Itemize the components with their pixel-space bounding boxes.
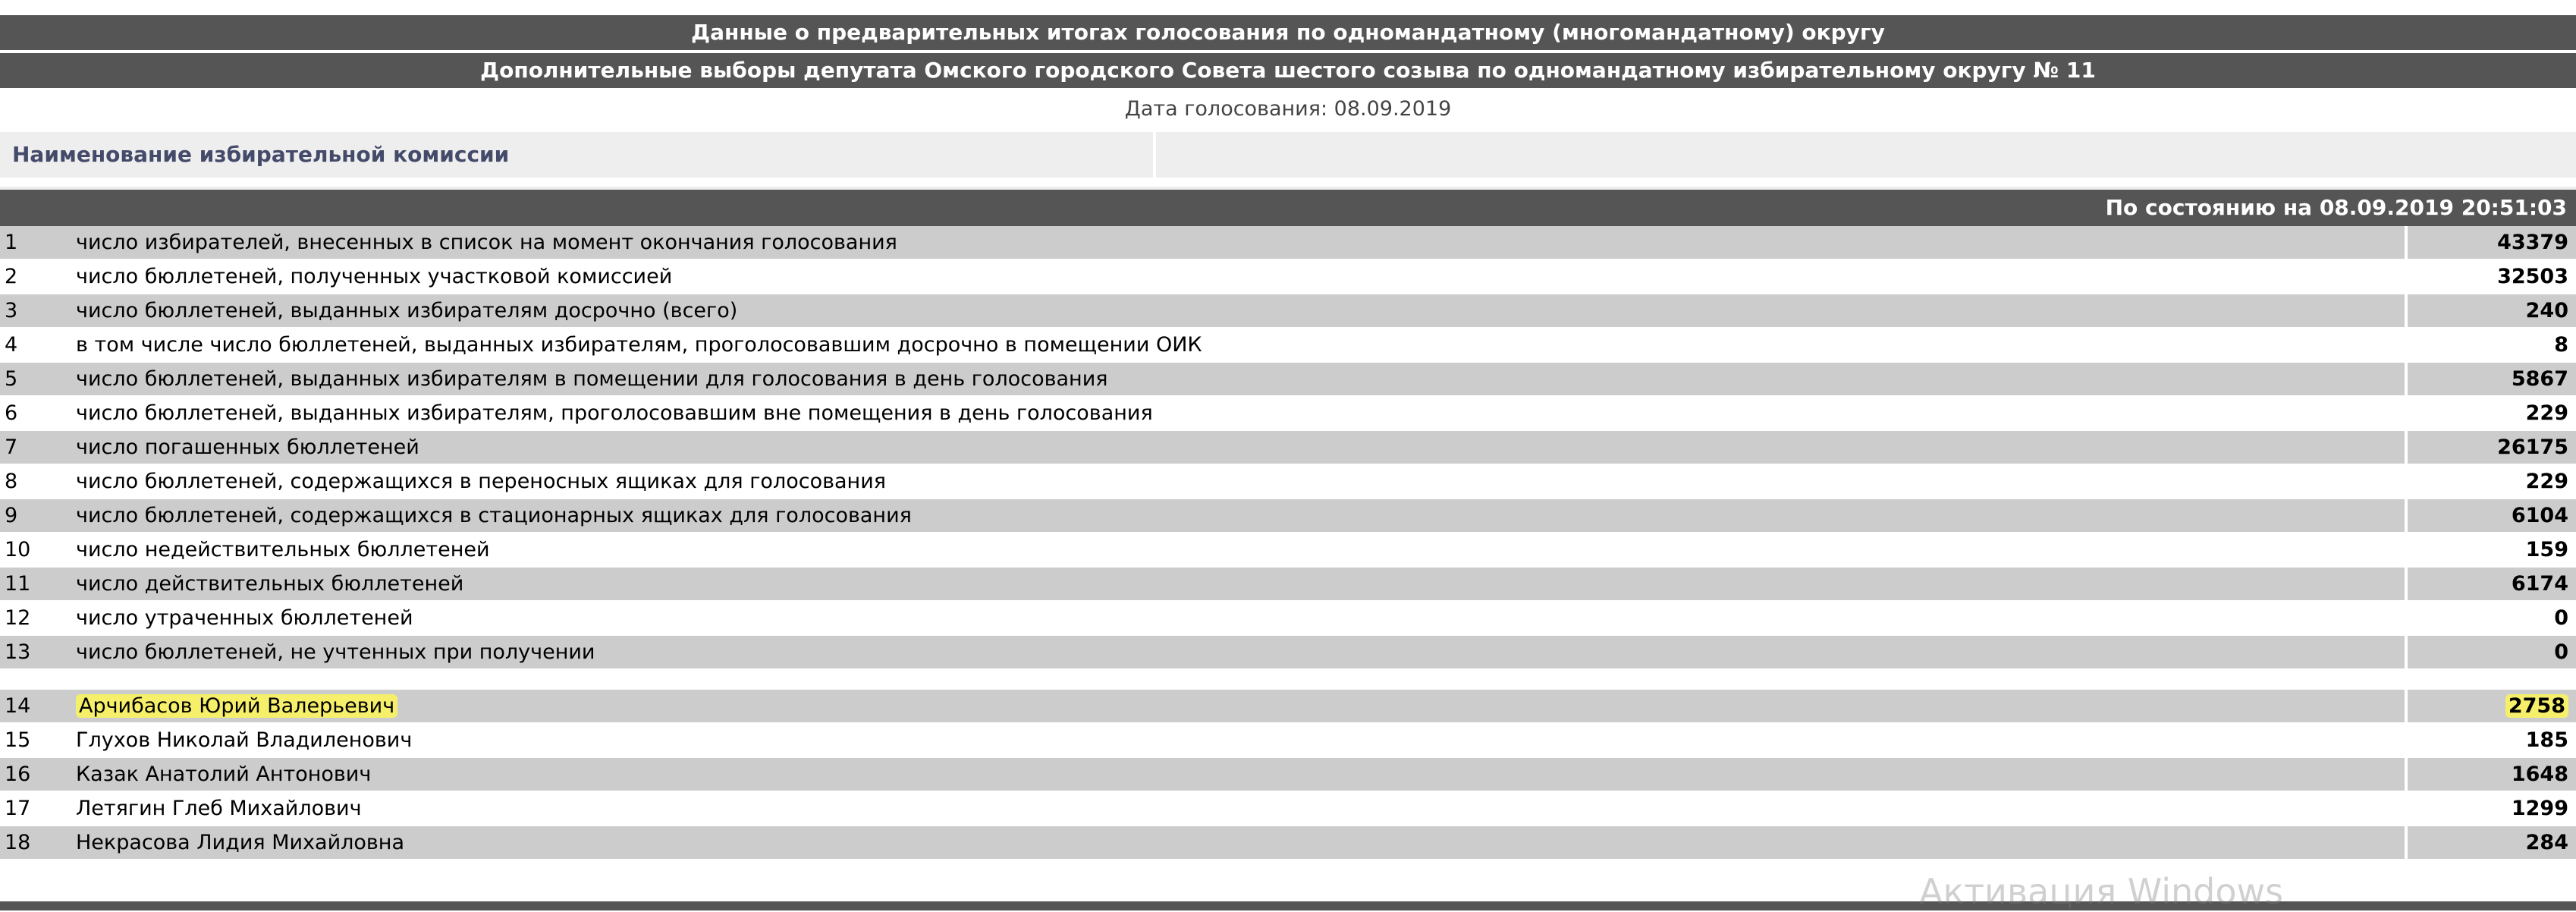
table-row [0,363,2576,397]
report-title: Данные о предварительных итогах голосования по одномандатному (многомандатному) округу [0,15,2576,50]
candidate-name [76,758,2405,791]
label-text: в том числе число бюллетеней, выданных избирателям, проголосовавшим досрочно в помещении ОИК [76,333,1202,357]
row-number: 11 [5,572,31,596]
label-text: число действительных бюллетеней [76,572,464,596]
row-number: 7 [5,436,18,459]
value-text: 185 [2525,728,2568,752]
row-label [76,602,2405,634]
label-text: Арчибасов Юрий Валерьевич [76,694,397,718]
candidate-name [76,724,2405,756]
row-label [76,636,2405,668]
row-number: 5 [5,367,18,391]
candidate-name [76,826,2405,859]
candidate-row [0,826,2576,860]
row-number: 12 [5,606,31,630]
candidate-name [76,792,2405,825]
value-text: 8 [2554,333,2568,357]
row-number: 17 [5,797,31,820]
table-row [0,568,2576,602]
value-text: 229 [2525,470,2568,493]
commission-row [0,132,2576,178]
candidate-votes [2405,690,2576,722]
windows-activation-watermark: Активация Windows [1919,871,2284,912]
candidates-table [0,690,2576,860]
value-text: 32503 [2497,265,2568,288]
stats-table [0,226,2576,670]
label-text: число бюллетеней, не учтенных при получении [76,640,595,664]
row-number: 10 [5,538,31,561]
table-row [0,260,2576,294]
voting-date-label: Дата голосования: [1124,97,1328,121]
value-text: 5867 [2511,367,2568,391]
row-label [76,499,2405,532]
candidate-votes [2405,758,2576,791]
row-label [76,260,2405,293]
value-text: 0 [2554,640,2568,664]
label-text: Глухов Николай Владиленович [76,728,413,752]
value-text: 0 [2554,606,2568,630]
voting-date [0,88,2576,131]
row-number: 4 [5,333,18,357]
row-number: 13 [5,640,31,664]
table-row [0,465,2576,499]
row-value [2405,568,2576,600]
row-label [76,294,2405,327]
candidate-row [0,792,2576,826]
row-value [2405,294,2576,327]
table-row [0,602,2576,636]
row-number: 8 [5,470,18,493]
value-text: 43379 [2497,231,2568,254]
table-row [0,499,2576,533]
table-row [0,533,2576,568]
row-value [2405,226,2576,259]
voting-date-value: 08.09.2019 [1334,97,1452,121]
value-text: 26175 [2497,436,2568,459]
candidate-votes [2405,724,2576,756]
candidate-row [0,758,2576,792]
value-text: 1648 [2511,763,2568,786]
table-row [0,636,2576,670]
value-text: 6104 [2511,504,2568,527]
row-label [76,329,2405,361]
row-label [76,397,2405,429]
label-text: число бюллетеней, выданных избирателям, проголосовавшим вне помещения в день голосования [76,401,1153,425]
label-text: число избирателей, внесенных в список на момент окончания голосования [76,231,897,254]
label-text: число бюллетеней, содержащихся в стационарных ящиках для голосования [76,504,912,527]
candidate-votes [2405,792,2576,825]
value-text: 6174 [2511,572,2568,596]
table-spacer [0,670,2576,690]
label-text: число недействительных бюллетеней [76,538,490,561]
row-number: 16 [5,763,31,786]
candidate-votes [2405,826,2576,859]
table-row [0,397,2576,431]
row-number: 9 [5,504,18,527]
row-number: 2 [5,265,18,288]
row-number: 15 [5,728,31,752]
table-row [0,431,2576,465]
row-label [76,363,2405,395]
row-value [2405,533,2576,566]
row-label [76,568,2405,600]
label-text: число погашенных бюллетеней [76,436,419,459]
row-value [2405,363,2576,395]
label-text: число бюллетеней, содержащихся в переносных ящиках для голосования [76,470,886,493]
row-value [2405,329,2576,361]
table-row [0,294,2576,329]
label-text: Казак Анатолий Антонович [76,763,372,786]
row-value [2405,499,2576,532]
row-value [2405,260,2576,293]
row-value [2405,397,2576,429]
candidate-row [0,690,2576,724]
row-label [76,226,2405,259]
label-text: число бюллетеней, выданных избирателям досрочно (всего) [76,299,738,322]
value-text: 159 [2525,538,2568,561]
row-value [2405,602,2576,634]
value-text: 2758 [2505,694,2568,718]
value-text: 1299 [2511,797,2568,820]
label-text: Некрасова Лидия Михайловна [76,831,405,854]
election-subtitle: Дополнительные выборы депутата Омского городского Совета шестого созыва по одномандатному избирательному округу № 11 [0,50,2576,88]
table-row [0,329,2576,363]
row-label [76,465,2405,498]
row-value [2405,465,2576,498]
row-number: 6 [5,401,18,425]
label-text: число бюллетеней, полученных участковой комиссией [76,265,673,288]
row-number: 14 [5,694,31,718]
row-number: 3 [5,299,18,322]
commission-label: Наименование избирательной комиссии [0,132,1156,178]
value-text: 240 [2525,299,2568,322]
table-row [0,226,2576,260]
row-number: 18 [5,831,31,854]
candidate-name [76,690,2405,722]
value-text: 229 [2525,401,2568,425]
label-text: Летягин Глеб Михайлович [76,797,362,820]
row-value [2405,636,2576,668]
row-label [76,431,2405,464]
label-text: число утраченных бюллетеней [76,606,413,630]
row-number: 1 [5,231,18,254]
candidate-row [0,724,2576,758]
row-label [76,533,2405,566]
row-value [2405,431,2576,464]
status-timestamp: По состоянию на 08.09.2019 20:51:03 [0,187,2576,226]
label-text: число бюллетеней, выданных избирателям в помещении для голосования в день голосования [76,367,1108,391]
value-text: 284 [2525,831,2568,854]
commission-value [1156,132,2576,178]
